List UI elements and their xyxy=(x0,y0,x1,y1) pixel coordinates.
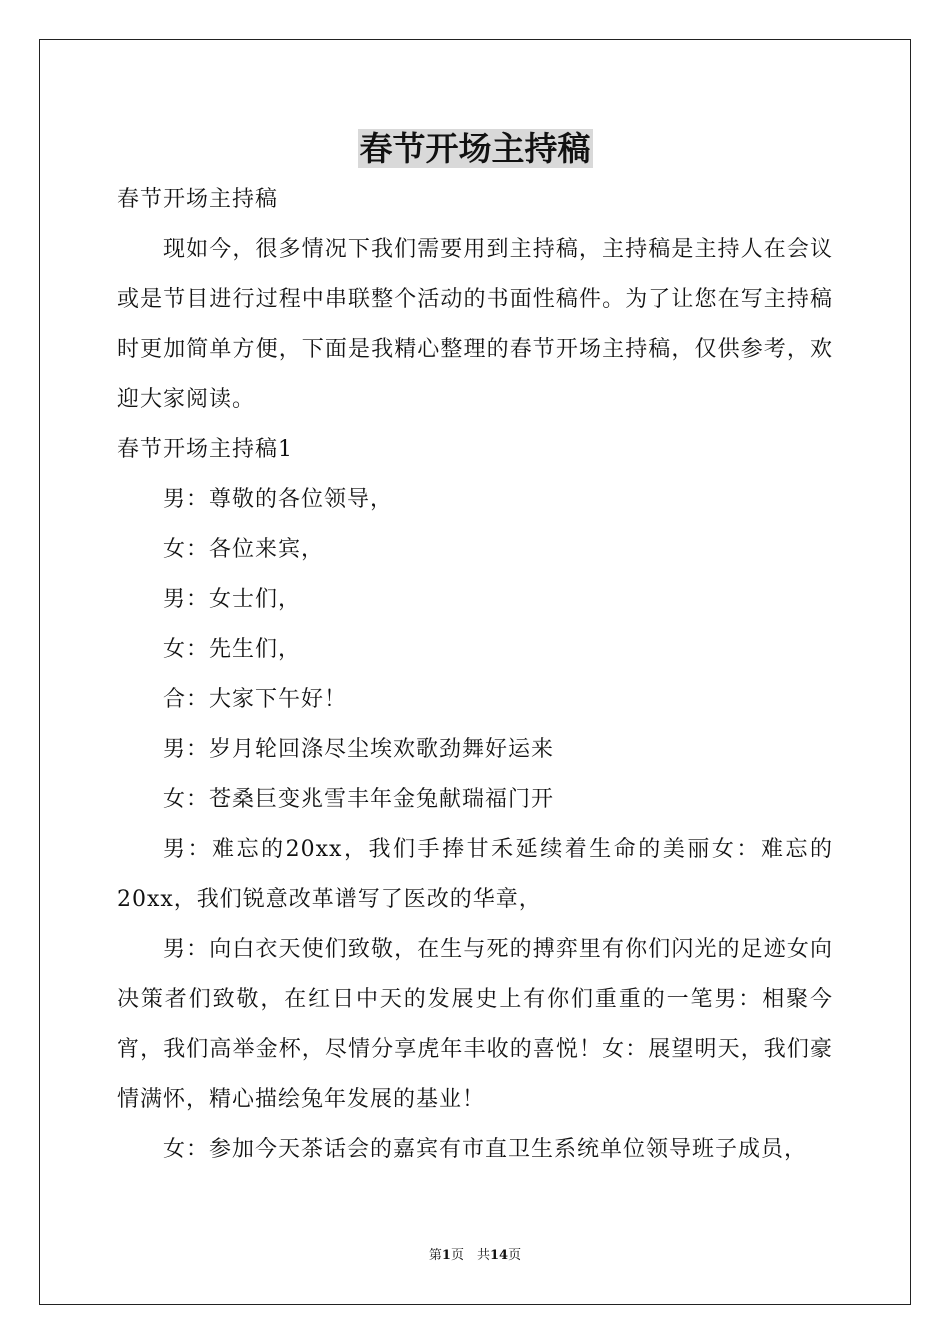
footer-mid: 页 共 xyxy=(450,1248,490,1263)
document-body xyxy=(117,175,833,1175)
paragraph: 男：尊敬的各位领导， xyxy=(163,487,394,512)
paragraph: 春节开场主持稿1 xyxy=(117,437,293,462)
footer-page-current: 1 xyxy=(441,1248,451,1263)
paragraph: 女：各位来宾， xyxy=(163,537,325,562)
footer-prefix: 第 xyxy=(428,1248,442,1263)
paragraph: 男：难忘的20xx，我们手捧甘禾延续着生命的美丽女：难忘的20xx，我们锐意改革谱写了医改的华章， xyxy=(117,837,833,912)
paragraph: 女：苍桑巨变兆雪丰年金兔献瑞福门开 xyxy=(163,787,555,812)
footer-page-total: 14 xyxy=(489,1248,509,1263)
document-title-text: 春节开场主持稿 xyxy=(359,129,591,168)
paragraph: 男：向白衣天使们致敬，在生与死的搏弈里有你们闪光的足迹女向决策者们致敬，在红日中天的发展史上有你们重重的一笔男：相聚今宵，我们高举金杯，尽情分享虎年丰收的喜悦！女：展望明天，我们豪情满怀，精心描绘兔年发展的基业！ xyxy=(117,937,833,1112)
document-title xyxy=(0,127,950,171)
paragraph: 女：参加今天茶话会的嘉宾有市直卫生系统单位领导班子成员， xyxy=(163,1137,808,1162)
paragraph: 春节开场主持稿 xyxy=(117,187,279,212)
paragraph: 男：岁月轮回涤尽尘埃欢歌劲舞好运来 xyxy=(163,737,555,762)
footer-suffix: 页 xyxy=(508,1248,522,1263)
paragraph: 女：先生们， xyxy=(163,637,302,662)
page-footer xyxy=(0,1246,950,1266)
paragraph: 合：大家下午好！ xyxy=(163,687,348,712)
paragraph: 男：女士们， xyxy=(163,587,302,612)
paragraph: 现如今，很多情况下我们需要用到主持稿，主持稿是主持人在会议或是节目进行过程中串联整个活动的书面性稿件。为了让您在写主持稿时更加简单方便，下面是我精心整理的春节开场主持稿，仅供参考，欢迎大家阅读。 xyxy=(117,237,833,412)
